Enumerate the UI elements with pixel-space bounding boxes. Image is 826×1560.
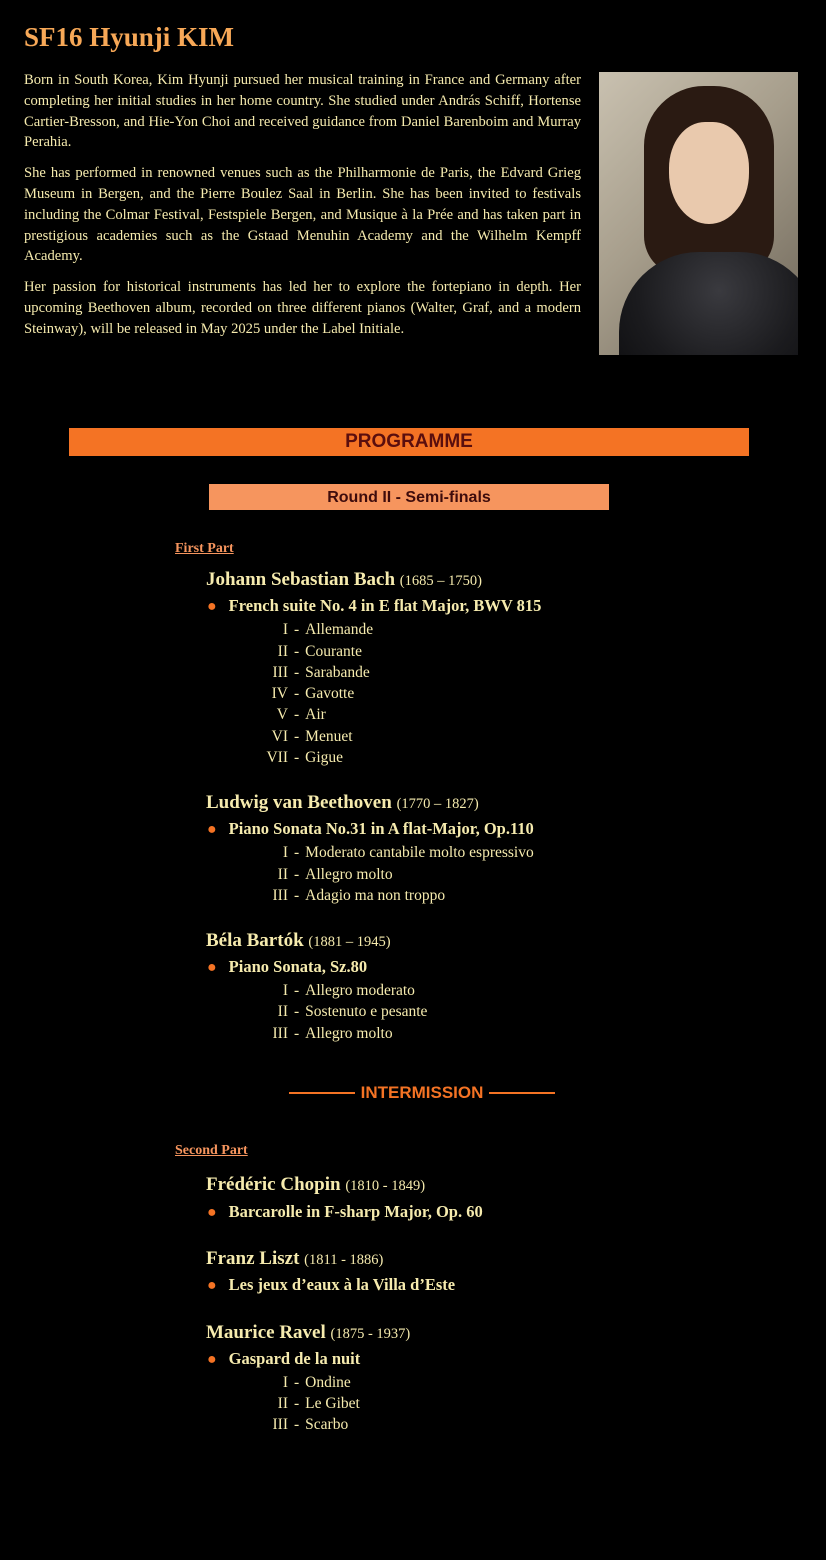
movement: II - Le Gibet xyxy=(230,1395,360,1413)
composer-heading xyxy=(206,1322,410,1344)
movement-name: Scarbo xyxy=(305,1416,349,1433)
movement-name: Allegro molto xyxy=(305,1025,393,1042)
movement: V - Air xyxy=(230,706,326,724)
work-title: Piano Sonata, Sz.80 xyxy=(228,957,368,976)
movement-name: Allegro molto xyxy=(305,866,393,883)
movement-name: Allemande xyxy=(305,621,374,638)
movement-name: Gigue xyxy=(305,749,344,766)
movement-number: IV xyxy=(271,685,288,702)
composer-dates: (1770 – 1827) xyxy=(396,796,479,812)
intermission-label: INTERMISSION xyxy=(360,1083,484,1102)
bio-paragraph: Born in South Korea, Kim Hyunji pursued her musical training in France and Germany after completing her initial studies in her home country. She studied under András Schiff, Hortense Cartier-Bresson, and Hie-Yon Choi and received guidance from Daniel Barenboim and Murray Perahia. xyxy=(24,72,581,151)
movement: II - Courante xyxy=(230,643,362,661)
work-title: Les jeux d’eaux à la Villa d’Este xyxy=(228,1275,456,1294)
bullet-icon: ● xyxy=(207,1351,217,1368)
movement-number: V xyxy=(276,706,288,723)
movement: I - Ondine xyxy=(230,1374,351,1392)
movement-number: II xyxy=(277,866,288,883)
round-banner: Round II - Semi-finals xyxy=(209,484,609,510)
work-title-row xyxy=(207,1275,455,1295)
composer-name: Johann Sebastian Bach xyxy=(206,569,396,590)
bullet-icon: ● xyxy=(207,959,217,976)
work-title: Piano Sonata No.31 in A flat-Major, Op.110 xyxy=(228,819,534,838)
composer-heading xyxy=(206,1174,425,1196)
composer-heading xyxy=(206,1248,383,1270)
bullet-icon: ● xyxy=(207,1277,217,1294)
movement: III - Adagio ma non troppo xyxy=(230,887,445,905)
bio-paragraph: She has performed in renowned venues such as the Philharmonie de Paris, the Edvard Grieg Museum in Bergen, and the Pierre Boulez Saal in Berlin. She has been invited to festivals including the Colmar Festival, Festspiele Bergen, and Musique à la Prée and has taken part in prestigious academies such as the Gstaad Menuhin Academy and the Wilhelm Kempff Academy. xyxy=(24,165,581,265)
work-title: Barcarolle in F-sharp Major, Op. 60 xyxy=(228,1202,483,1221)
composer-dates: (1875 - 1937) xyxy=(330,1326,411,1342)
composer-name: Frédéric Chopin xyxy=(206,1174,341,1195)
movement-number: I xyxy=(282,844,288,861)
movement: III - Allegro molto xyxy=(230,1025,393,1043)
movement: III - Sarabande xyxy=(230,664,370,682)
composer-dates: (1881 – 1945) xyxy=(308,934,391,950)
movement-number: VI xyxy=(271,728,288,745)
composer-dates: (1811 - 1886) xyxy=(304,1252,384,1268)
movement: I - Allemande xyxy=(230,621,373,639)
second-part-label: Second Part xyxy=(175,1143,248,1158)
divider-line xyxy=(489,1092,555,1094)
work-title: French suite No. 4 in E flat Major, BWV 815 xyxy=(228,596,542,615)
bio-paragraph: Her passion for historical instruments has led her to explore the fortepiano in depth. Her upcoming Beethoven album, recorded on three different pianos (Walter, Graf, and a modern Steinway), will be released in May 2025 under the Label Initiale. xyxy=(24,279,581,337)
composer-name: Ludwig van Beethoven xyxy=(206,792,392,813)
movement: II - Allegro molto xyxy=(230,866,393,884)
movement-name: Moderato cantabile molto espressivo xyxy=(305,844,534,861)
movement-number: III xyxy=(272,664,288,681)
intermission-divider xyxy=(289,1083,555,1103)
movement-number: I xyxy=(282,1374,288,1391)
divider-line xyxy=(289,1092,355,1094)
movement-name: Le Gibet xyxy=(305,1395,360,1412)
programme-banner: PROGRAMME xyxy=(69,428,749,456)
page-title: SF16 Hyunji KIM xyxy=(24,22,235,52)
composer-heading xyxy=(206,930,391,952)
composer-dates: (1685 – 1750) xyxy=(399,573,482,589)
movement: VI - Menuet xyxy=(230,728,353,746)
work-title-row xyxy=(207,819,534,839)
movement-name: Ondine xyxy=(305,1374,351,1391)
movement: IV - Gavotte xyxy=(230,685,354,703)
movement-number: III xyxy=(272,1025,288,1042)
movement-name: Air xyxy=(305,706,326,723)
movement-number: III xyxy=(272,1416,288,1433)
movement-name: Gavotte xyxy=(305,685,355,702)
composer-name: Maurice Ravel xyxy=(206,1322,326,1343)
movement-name: Menuet xyxy=(305,728,353,745)
movement-name: Sarabande xyxy=(305,664,370,681)
movement-name: Sostenuto e pesante xyxy=(305,1003,428,1020)
portrait-face xyxy=(669,122,749,224)
movement-number: III xyxy=(272,887,288,904)
movement: VII - Gigue xyxy=(230,749,343,767)
movement-number: II xyxy=(277,643,288,660)
movement: III - Scarbo xyxy=(230,1416,348,1434)
portrait-photo xyxy=(599,72,798,355)
movement-number: I xyxy=(282,621,288,638)
work-title-row xyxy=(207,596,541,616)
movement-name: Courante xyxy=(305,643,362,660)
bullet-icon: ● xyxy=(207,821,217,838)
movement-name: Adagio ma non troppo xyxy=(305,887,446,904)
movement-number: I xyxy=(282,982,288,999)
portrait-dress xyxy=(619,252,798,355)
movement-number: VII xyxy=(266,749,288,766)
work-title-row xyxy=(207,1202,483,1222)
work-title-row xyxy=(207,957,367,977)
movement: I - Allegro moderato xyxy=(230,982,415,1000)
composer-dates: (1810 - 1849) xyxy=(345,1178,426,1194)
first-part-label: First Part xyxy=(175,541,234,556)
work-title: Gaspard de la nuit xyxy=(228,1349,361,1368)
bullet-icon: ● xyxy=(207,598,217,615)
movement: I - Moderato cantabile molto espressivo xyxy=(230,844,534,862)
movement: II - Sostenuto e pesante xyxy=(230,1003,427,1021)
composer-heading xyxy=(206,792,479,814)
bullet-icon: ● xyxy=(207,1204,217,1221)
composer-name: Béla Bartók xyxy=(206,930,304,951)
composer-name: Franz Liszt xyxy=(206,1248,300,1269)
movement-number: II xyxy=(277,1395,288,1412)
biography xyxy=(24,70,581,350)
movement-name: Allegro moderato xyxy=(305,982,415,999)
movement-number: II xyxy=(277,1003,288,1020)
work-title-row xyxy=(207,1349,360,1369)
composer-heading xyxy=(206,569,482,591)
